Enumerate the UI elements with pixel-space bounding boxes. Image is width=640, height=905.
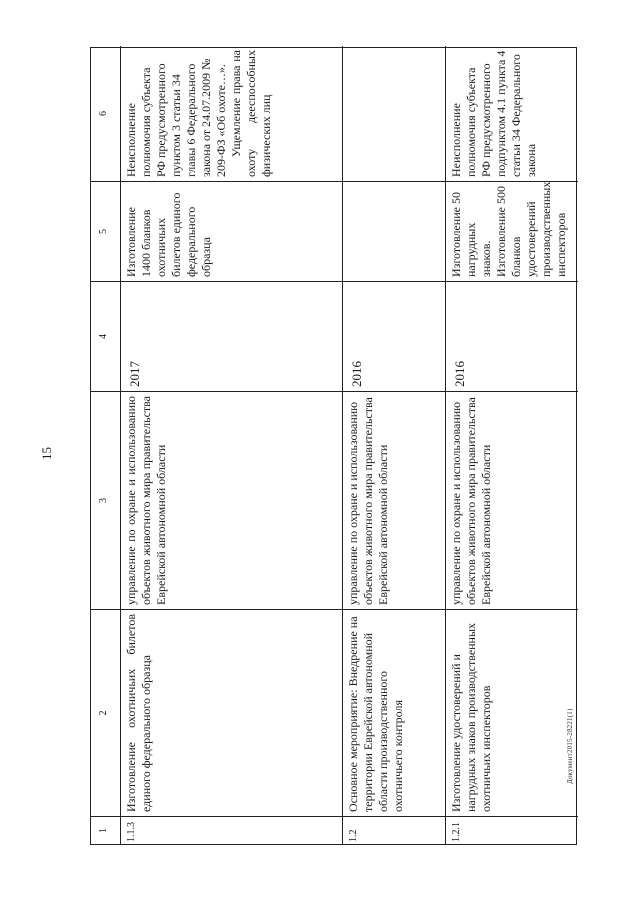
measures-table bbox=[90, 47, 577, 845]
consequence-cell bbox=[343, 46, 446, 181]
measure-cell: Изготовление удостоверений и нагрудных знаков производственных охотничьих инспекторов bbox=[446, 609, 578, 816]
year-cell: 2017 bbox=[121, 281, 343, 391]
consequence-cell bbox=[121, 46, 343, 181]
row-number-cell: 1.1.3 bbox=[121, 816, 343, 844]
column-header-3: 3 bbox=[91, 391, 121, 609]
row-number-cell: 1.2.1 bbox=[446, 816, 578, 844]
consequence-text: Неисполнение полномочия субъекта РФ предусмотренного пунктом 3 статьи 34 главы 6 Федерального закона от 24.07.2009 № 209-ФЗ «Об охоте…». bbox=[124, 58, 228, 177]
result-cell: Изготовление 50 нагрудных знаков. Изготовление 500 бланков удостоверений производственных инспекторов bbox=[446, 181, 578, 281]
column-header-4: 4 bbox=[91, 281, 121, 391]
page-number: 15 bbox=[39, 447, 54, 460]
year-cell: 2016 bbox=[343, 281, 446, 391]
column-header-1: 1 bbox=[91, 816, 121, 844]
executor-cell: управление по охране и использованию объектов животного мира правительства Еврейской автономной области bbox=[343, 391, 446, 609]
consequence-text-2: Ущемление права на охоту дееспособных физических лиц bbox=[229, 50, 273, 177]
column-header-5: 5 bbox=[91, 181, 121, 281]
measure-cell: Изготовление охотничьих билетов единого федерального образца bbox=[121, 609, 343, 816]
consequence-cell: Неисполнение полномочия субъекта РФ предусмотренного подпунктом 4.1 пункта 4 статьи 34 Федерального закона bbox=[449, 50, 538, 177]
measure-cell: Основное мероприятие: Внедрение на территории Еврейской автономной области производственного охотничьего контроля bbox=[343, 609, 446, 816]
result-cell bbox=[343, 181, 446, 281]
result-cell: Изготовление 1400 бланков охотничьих билетов единого федерального образца bbox=[121, 181, 343, 281]
executor-cell: управление по охране и использованию объектов животного мира правительства Еврейской автономной области bbox=[446, 391, 578, 609]
year-cell: 2016 bbox=[446, 281, 578, 391]
column-header-2: 2 bbox=[91, 609, 121, 816]
column-header-6: 6 bbox=[91, 46, 121, 181]
executor-cell: управление по охране и использованию объектов животного мира правительства Еврейской автономной области bbox=[121, 391, 343, 609]
document-id: Документ2015-28221(1) bbox=[566, 708, 574, 784]
row-number-cell: 1.2 bbox=[343, 816, 446, 844]
table-rotated-wrapper bbox=[90, 47, 577, 845]
